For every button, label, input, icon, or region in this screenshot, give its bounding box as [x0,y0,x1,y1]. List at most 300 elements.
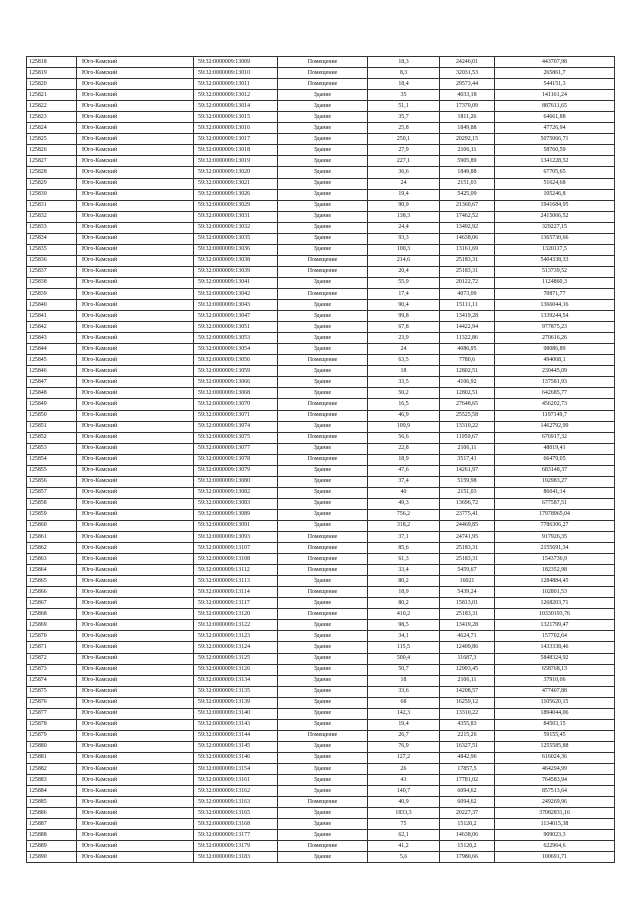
cadastral-value-cell: 137581,93 [495,377,615,388]
object-type-cell: Здание [278,764,368,775]
region-cell: Юго-Камский [77,476,194,487]
record-number-cell: 125859 [27,509,77,520]
cadastral-value-cell: 1105620,15 [495,697,615,708]
object-type-cell: Помещение [278,410,368,421]
region-cell: Юго-Камский [77,355,194,366]
record-number-cell: 125820 [27,79,77,90]
record-number-cell: 125863 [27,554,77,565]
table-row [27,388,615,399]
region-cell: Юго-Камский [77,509,194,520]
cadastral-value-cell: 464294,99 [495,764,615,775]
table-row [27,675,615,686]
specific-value-cell: 24246,01 [440,57,495,68]
record-number-cell: 125836 [27,255,77,266]
cadastral-number-cell: 59:32:0000009:13031 [194,211,278,222]
table-row [27,266,615,277]
table-row [27,664,615,675]
cadastral-number-cell: 59:32:0000009:13091 [194,520,278,531]
object-type-cell: Помещение [278,355,368,366]
table-row [27,808,615,819]
object-type-cell: Помещение [278,68,368,79]
cadastral-value-cell: 270616,26 [495,333,615,344]
specific-value-cell: 16021 [440,576,495,587]
cadastral-number-cell: 59:32:0000009:13123 [194,631,278,642]
cadastral-value-cell: 857513,64 [495,786,615,797]
table-row [27,576,615,587]
region-cell: Юго-Камский [77,708,194,719]
record-number-cell: 125889 [27,841,77,852]
region-cell: Юго-Камский [77,543,194,554]
area-cell: 85,6 [368,543,440,554]
record-number-cell: 125831 [27,200,77,211]
cadastral-number-cell: 59:32:0000009:13035 [194,233,278,244]
object-type-cell: Здание [278,311,368,322]
object-type-cell: Здание [278,189,368,200]
area-cell: 24 [368,178,440,189]
specific-value-cell: 13310,22 [440,421,495,432]
specific-value-cell: 20292,15 [440,134,495,145]
cadastral-number-cell: 59:32:0000009:13047 [194,311,278,322]
specific-value-cell: 2106,11 [440,145,495,156]
table-row [27,288,615,299]
area-cell: 18,3 [368,57,440,68]
cadastral-number-cell: 59:32:0000009:13021 [194,178,278,189]
specific-value-cell: 12409,86 [440,642,495,653]
area-cell: 18,9 [368,454,440,465]
cadastral-number-cell: 59:32:0000009:13010 [194,68,278,79]
specific-value-cell: 11322,86 [440,333,495,344]
record-number-cell: 125855 [27,465,77,476]
area-cell: 35 [368,90,440,101]
cadastral-number-cell: 59:32:0000009:13140 [194,708,278,719]
record-number-cell: 125837 [27,266,77,277]
object-type-cell: Помещение [278,565,368,576]
table-row [27,443,615,454]
area-cell: 90,4 [368,300,440,311]
specific-value-cell: 2151,03 [440,487,495,498]
table-row [27,653,615,664]
record-number-cell: 125883 [27,775,77,786]
region-cell: Юго-Камский [77,178,194,189]
object-type-cell: Здание [278,178,368,189]
object-type-cell: Помещение [278,841,368,852]
cadastral-number-cell: 59:32:0000009:13075 [194,432,278,443]
object-type-cell: Здание [278,443,368,454]
cadastral-value-cell: 5404338,33 [495,255,615,266]
specific-value-cell: 20122,72 [440,277,495,288]
area-cell: 43 [368,775,440,786]
specific-value-cell: 13419,28 [440,311,495,322]
table-row [27,642,615,653]
table-row [27,79,615,90]
specific-value-cell: 2215,26 [440,730,495,741]
area-cell: 51,1 [368,101,440,112]
object-type-cell: Здание [278,487,368,498]
area-cell: 18 [368,675,440,686]
cadastral-value-cell: 329227,15 [495,222,615,233]
object-type-cell: Здание [278,786,368,797]
region-cell: Юго-Камский [77,366,194,377]
area-cell: 20,4 [368,266,440,277]
area-cell: 5,6 [368,852,440,863]
record-number-cell: 125876 [27,697,77,708]
cadastral-value-cell: 494068,1 [495,355,615,366]
specific-value-cell: 4033,18 [440,90,495,101]
cadastral-number-cell: 59:32:0000009:13177 [194,830,278,841]
specific-value-cell: 32031,53 [440,68,495,79]
region-cell: Юго-Камский [77,454,194,465]
cadastral-number-cell: 59:32:0000009:13071 [194,410,278,421]
record-number-cell: 125835 [27,244,77,255]
table-row [27,432,615,443]
table-row [27,101,615,112]
cadastral-number-cell: 59:32:0000009:13125 [194,653,278,664]
specific-value-cell: 25183,31 [440,554,495,565]
cadastral-number-cell: 59:32:0000009:13011 [194,79,278,90]
cadastral-value-cell: 5075066,71 [495,134,615,145]
region-cell: Юго-Камский [77,399,194,410]
record-number-cell: 125834 [27,233,77,244]
record-number-cell: 125856 [27,476,77,487]
object-type-cell: Помещение [278,79,368,90]
record-number-cell: 125851 [27,421,77,432]
cadastral-number-cell: 59:32:0000009:13139 [194,697,278,708]
cadastral-value-cell: 2415066,52 [495,211,615,222]
object-type-cell: Здание [278,819,368,830]
specific-value-cell: 6094,62 [440,786,495,797]
specific-value-cell: 14261,97 [440,465,495,476]
region-cell: Юго-Камский [77,410,194,421]
area-cell: 25,8 [368,123,440,134]
specific-value-cell: 5905,89 [440,156,495,167]
cadastral-value-cell: 66479,05 [495,454,615,465]
table-row [27,421,615,432]
cadastral-value-cell: 1341228,52 [495,156,615,167]
region-cell: Юго-Камский [77,554,194,565]
cadastral-number-cell: 59:32:0000009:13179 [194,841,278,852]
record-number-cell: 125861 [27,532,77,543]
region-cell: Юго-Камский [77,520,194,531]
object-type-cell: Здание [278,653,368,664]
cadastral-value-cell: 622964,6 [495,841,615,852]
cadastral-value-table-sheet [26,56,614,863]
record-number-cell: 125879 [27,730,77,741]
cadastral-number-cell: 59:32:0000009:13066 [194,377,278,388]
cadastral-number-cell: 59:32:0000009:13015 [194,112,278,123]
specific-value-cell: 16327,51 [440,741,495,752]
table-row [27,366,615,377]
cadastral-number-cell: 59:32:0000009:13039 [194,266,278,277]
region-cell: Юго-Камский [77,288,194,299]
specific-value-cell: 15120,2 [440,841,495,852]
area-cell: 98,5 [368,620,440,631]
specific-value-cell: 17980,66 [440,852,495,863]
area-cell: 35,7 [368,112,440,123]
cadastral-value-cell: 47726,94 [495,123,615,134]
record-number-cell: 125821 [27,90,77,101]
cadastral-value-cell: 456202,73 [495,399,615,410]
specific-value-cell: 15813,01 [440,598,495,609]
object-type-cell: Здание [278,631,368,642]
area-cell: 80,2 [368,598,440,609]
cadastral-value-cell: 544151,3 [495,79,615,90]
object-type-cell: Помещение [278,554,368,565]
area-cell: 19,4 [368,189,440,200]
region-cell: Юго-Камский [77,719,194,730]
object-type-cell: Здание [278,123,368,134]
specific-value-cell: 4073,09 [440,288,495,299]
specific-value-cell: 14638,06 [440,830,495,841]
area-cell: 19,4 [368,719,440,730]
area-cell: 127,2 [368,752,440,763]
specific-value-cell: 13161,69 [440,244,495,255]
cadastral-value-cell: 98086,89 [495,344,615,355]
region-cell: Юго-Камский [77,200,194,211]
specific-value-cell: 13696,72 [440,498,495,509]
object-type-cell: Здание [278,90,368,101]
cadastral-value-cell: 1134015,38 [495,819,615,830]
cadastral-number-cell: 59:32:0000009:13145 [194,741,278,752]
area-cell: 26 [368,764,440,775]
cadastral-number-cell: 59:32:0000009:13124 [194,642,278,653]
region-cell: Юго-Камский [77,101,194,112]
object-type-cell: Здание [278,664,368,675]
object-type-cell: Здание [278,576,368,587]
cadastral-value-cell: 677587,51 [495,498,615,509]
cadastral-value-cell: 1433338,46 [495,642,615,653]
cadastral-value-cell: 48019,41 [495,443,615,454]
cadastral-value-cell: 477407,88 [495,686,615,697]
record-number-cell: 125865 [27,576,77,587]
specific-value-cell: 11959,67 [440,432,495,443]
cadastral-number-cell: 59:32:0000009:13016 [194,123,278,134]
table-row [27,200,615,211]
cadastral-value-cell: 157702,64 [495,631,615,642]
table-row [27,786,615,797]
specific-value-cell: 23775,41 [440,509,495,520]
cadastral-number-cell: 59:32:0000009:13168 [194,819,278,830]
cadastral-value-cell: 67705,65 [495,167,615,178]
record-number-cell: 125880 [27,741,77,752]
region-cell: Юго-Камский [77,145,194,156]
record-number-cell: 125888 [27,830,77,841]
cadastral-number-cell: 59:32:0000009:13082 [194,487,278,498]
cadastral-number-cell: 59:32:0000009:13074 [194,421,278,432]
cadastral-value-cell: 977875,23 [495,322,615,333]
cadastral-number-cell: 59:32:0000009:13019 [194,156,278,167]
area-cell: 18,4 [368,79,440,90]
specific-value-cell: 25183,31 [440,609,495,620]
specific-value-cell: 5459,67 [440,565,495,576]
area-cell: 99,8 [368,311,440,322]
area-cell: 24 [368,344,440,355]
area-cell: 33,5 [368,377,440,388]
record-number-cell: 125860 [27,520,77,531]
record-number-cell: 125885 [27,797,77,808]
cadastral-value-cell: 616024,36 [495,752,615,763]
cadastral-number-cell: 59:32:0000009:13162 [194,786,278,797]
specific-value-cell: 3517,41 [440,454,495,465]
region-cell: Юго-Камский [77,344,194,355]
cadastral-value-cell: 7786306,27 [495,520,615,531]
cadastral-number-cell: 59:32:0000009:13054 [194,344,278,355]
table-row [27,797,615,808]
table-row [27,145,615,156]
region-cell: Юго-Камский [77,642,194,653]
record-number-cell: 125830 [27,189,77,200]
cadastral-value-cell: 249269,96 [495,797,615,808]
region-cell: Юго-Камский [77,764,194,775]
area-cell: 76,9 [368,741,440,752]
table-row [27,377,615,388]
record-number-cell: 125824 [27,123,77,134]
record-number-cell: 125849 [27,399,77,410]
region-cell: Юго-Камский [77,189,194,200]
object-type-cell: Здание [278,708,368,719]
area-cell: 33,6 [368,686,440,697]
area-cell: 100,3 [368,244,440,255]
area-cell: 16,5 [368,399,440,410]
record-number-cell: 125853 [27,443,77,454]
table-row [27,498,615,509]
cadastral-number-cell: 59:32:0000009:13009 [194,57,278,68]
area-cell: 93,3 [368,233,440,244]
object-type-cell: Здание [278,101,368,112]
cadastral-number-cell: 59:32:0000009:13161 [194,775,278,786]
table-row [27,167,615,178]
area-cell: 37,1 [368,532,440,543]
record-number-cell: 125870 [27,631,77,642]
region-cell: Юго-Камский [77,388,194,399]
cadastral-number-cell: 59:32:0000009:13041 [194,277,278,288]
record-number-cell: 125873 [27,664,77,675]
region-cell: Юго-Камский [77,377,194,388]
record-number-cell: 125842 [27,322,77,333]
object-type-cell: Здание [278,244,368,255]
region-cell: Юго-Камский [77,819,194,830]
table-row [27,277,615,288]
cadastral-value-cell: 5848324,92 [495,653,615,664]
cadastral-value-cell: 1284884,45 [495,576,615,587]
region-cell: Юго-Камский [77,741,194,752]
object-type-cell: Здание [278,620,368,631]
cadastral-number-cell: 59:32:0000009:13126 [194,664,278,675]
cadastral-value-cell: 909023,3 [495,830,615,841]
object-type-cell: Здание [278,377,368,388]
record-number-cell: 125864 [27,565,77,576]
specific-value-cell: 2106,11 [440,443,495,454]
table-row [27,520,615,531]
specific-value-cell: 1811,26 [440,112,495,123]
table-row [27,90,615,101]
object-type-cell: Помещение [278,532,368,543]
cadastral-value-cell: 230445,09 [495,366,615,377]
specific-value-cell: 13419,28 [440,620,495,631]
cadastral-value-cell: 1365730,66 [495,233,615,244]
record-number-cell: 125848 [27,388,77,399]
object-type-cell: Помещение [278,57,368,68]
table-row [27,554,615,565]
record-number-cell: 125844 [27,344,77,355]
cadastral-number-cell: 59:32:0000009:13042 [194,288,278,299]
cadastral-number-cell: 59:32:0000009:13029 [194,200,278,211]
table-row [27,487,615,498]
record-number-cell: 125841 [27,311,77,322]
region-cell: Юго-Камский [77,222,194,233]
cadastral-number-cell: 59:32:0000009:13051 [194,322,278,333]
table-row [27,741,615,752]
object-type-cell: Помещение [278,797,368,808]
table-row [27,841,615,852]
object-type-cell: Помещение [278,609,368,620]
object-type-cell: Здание [278,167,368,178]
table-row [27,311,615,322]
area-cell: 24,4 [368,222,440,233]
table-row [27,233,615,244]
table-row [27,454,615,465]
object-type-cell: Помещение [278,432,368,443]
table-row [27,134,615,145]
region-cell: Юго-Камский [77,300,194,311]
cadastral-value-cell: 105246,8 [495,189,615,200]
specific-value-cell: 1849,88 [440,123,495,134]
cadastral-number-cell: 59:32:0000009:13080 [194,476,278,487]
table-row [27,222,615,233]
specific-value-cell: 15120,2 [440,819,495,830]
cadastral-number-cell: 59:32:0000009:13107 [194,543,278,554]
region-cell: Юго-Камский [77,532,194,543]
specific-value-cell: 13310,22 [440,708,495,719]
record-number-cell: 125825 [27,134,77,145]
table-row [27,112,615,123]
area-cell: 63,5 [368,355,440,366]
record-number-cell: 125819 [27,68,77,79]
record-number-cell: 125884 [27,786,77,797]
region-cell: Юго-Камский [77,311,194,322]
specific-value-cell: 17857,5 [440,764,495,775]
object-type-cell: Здание [278,277,368,288]
area-cell: 67,8 [368,322,440,333]
specific-value-cell: 27648,65 [440,399,495,410]
table-row [27,775,615,786]
specific-value-cell: 2151,03 [440,178,495,189]
area-cell: 50,2 [368,388,440,399]
region-cell: Юго-Камский [77,775,194,786]
record-number-cell: 125854 [27,454,77,465]
area-cell: 40,9 [368,797,440,808]
region-cell: Юго-Камский [77,752,194,763]
region-cell: Юго-Камский [77,498,194,509]
cadastral-value-cell: 1255585,88 [495,741,615,752]
record-number-cell: 125822 [27,101,77,112]
record-number-cell: 125829 [27,178,77,189]
cadastral-value-cell: 17978965,04 [495,509,615,520]
region-cell: Юго-Камский [77,786,194,797]
region-cell: Юго-Камский [77,79,194,90]
object-type-cell: Помещение [278,266,368,277]
record-number-cell: 125875 [27,686,77,697]
object-type-cell: Здание [278,686,368,697]
area-cell: 318,2 [368,520,440,531]
area-cell: 18,9 [368,587,440,598]
specific-value-cell: 4355,83 [440,719,495,730]
cadastral-value-cell: 84503,15 [495,719,615,730]
specific-value-cell: 21360,67 [440,200,495,211]
object-type-cell: Здание [278,675,368,686]
record-number-cell: 125872 [27,653,77,664]
cadastral-number-cell: 59:32:0000009:13053 [194,333,278,344]
object-type-cell: Здание [278,830,368,841]
